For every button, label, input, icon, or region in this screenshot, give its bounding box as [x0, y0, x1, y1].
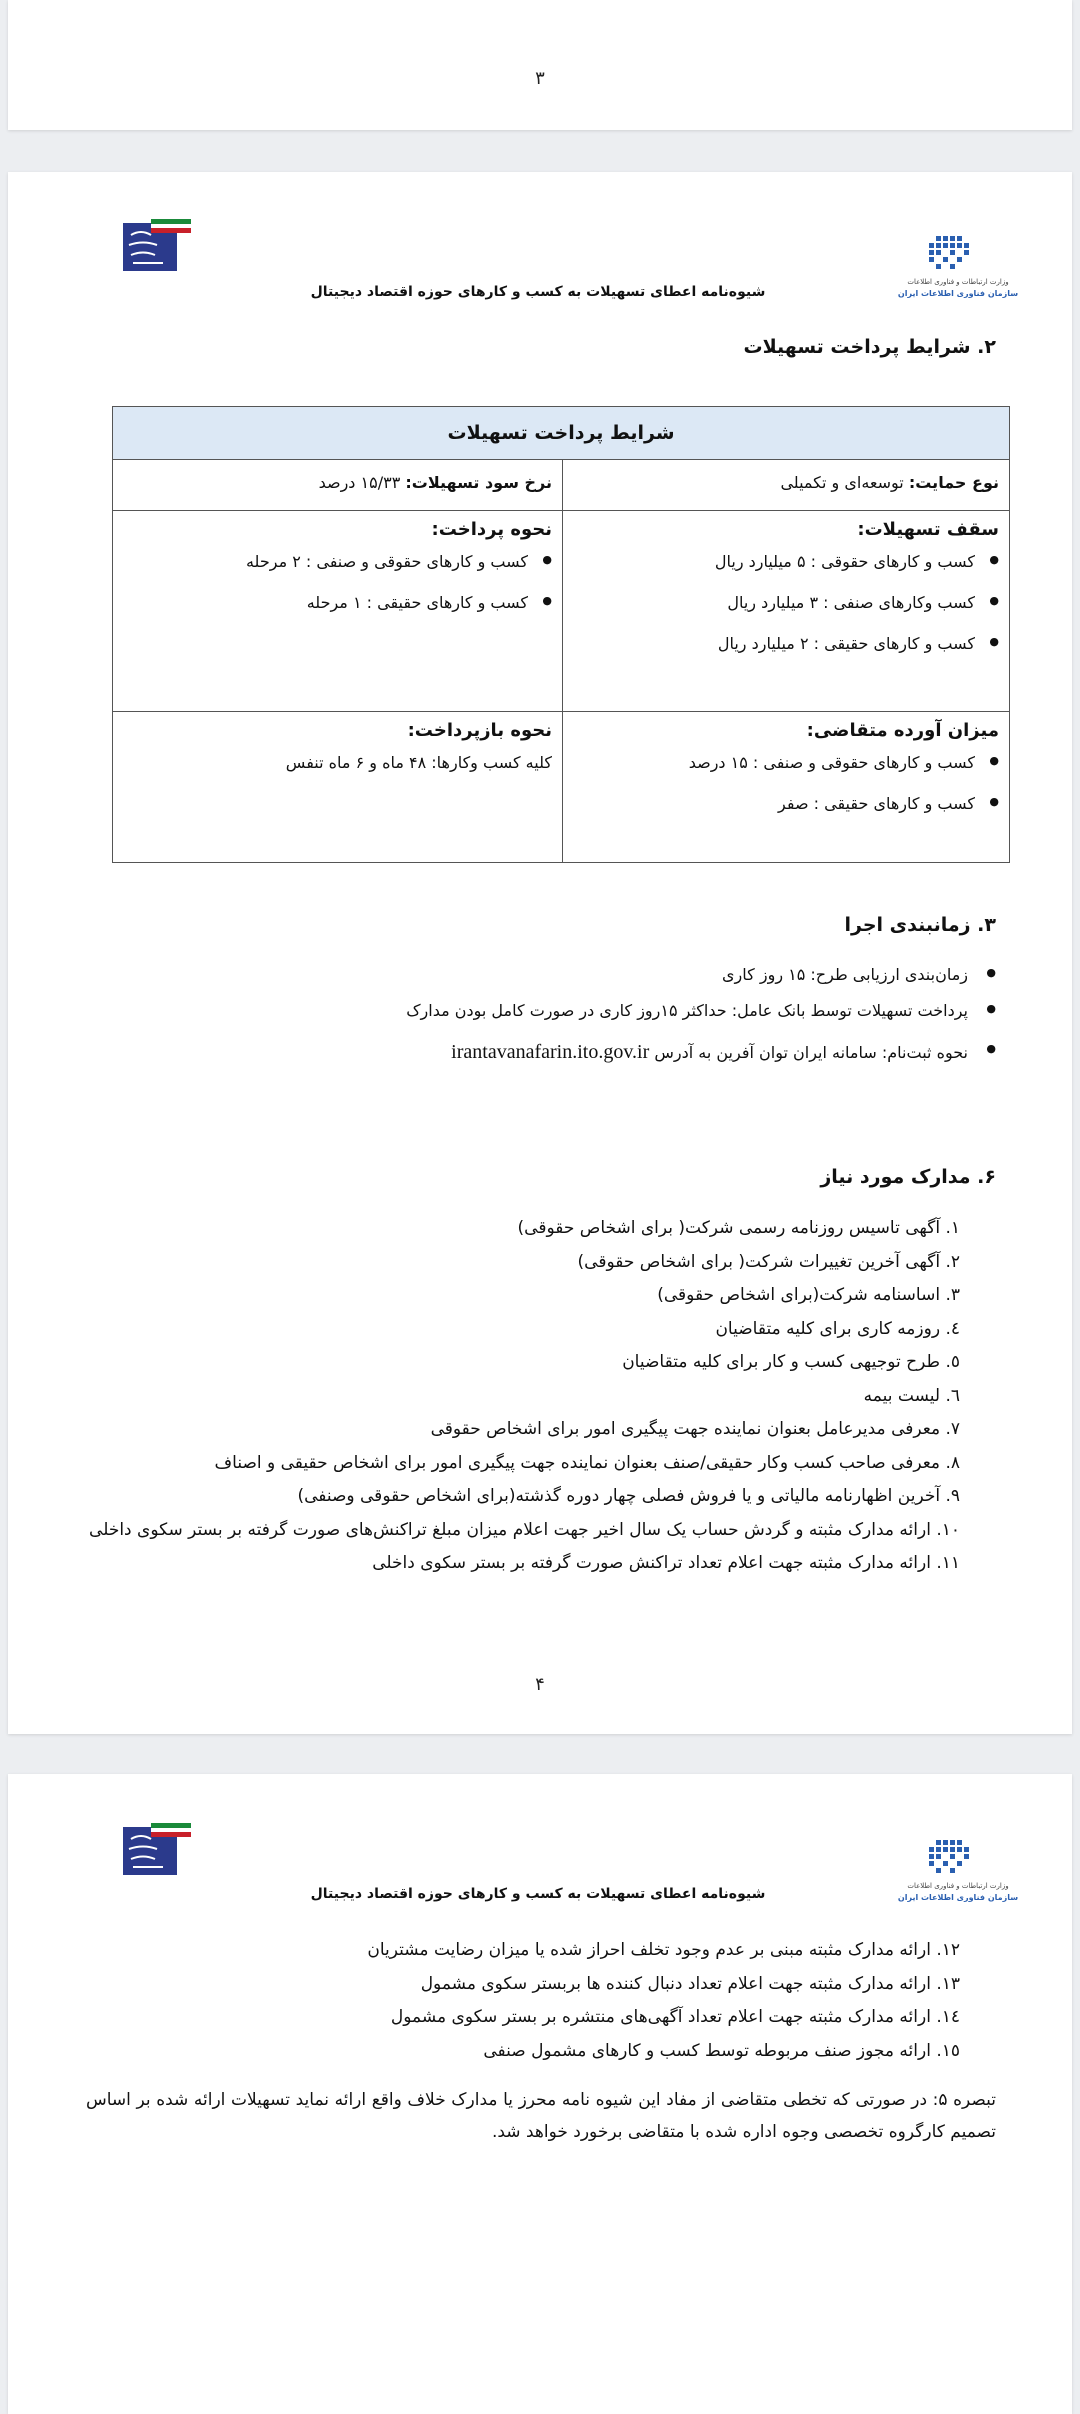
- ito-logo: [898, 232, 1018, 304]
- interest-rate-value: ۱۵/۳۳ درصد: [318, 473, 406, 492]
- support-type-value: توسعه‌ای و تکمیلی: [780, 473, 909, 492]
- repayment-method-cell: [113, 712, 562, 862]
- list-item: ۱۱. ارائه مدارک مثبته جهت اعلام تعداد تراکنش صورت گرفته بر بستر سکوی داخلی: [372, 1553, 960, 1573]
- page-5: [8, 1774, 1072, 2414]
- interest-rate-label: نرخ سود تسهیلات:: [405, 473, 552, 492]
- note-paragraph: تبصره ۵: در صورتی که تخطی متقاضی از مفاد این شیوه نامه محرز یا مدارک خلاف واقع ارائه نماید تسهیلات ارائه شده بر اساس تصمیم کارگروه تخصصی وجوه اداره شده با متقاضی برخورد خواهد شد.: [86, 2090, 996, 2142]
- interest-rate-cell: [113, 460, 562, 510]
- list-item: ۱. آگهی تاسیس روزنامه رسمی شرکت( برای اشخاص حقوقی): [517, 1218, 960, 1238]
- svg-text:وزارت ارتباطات و فناوری اطلاعا: وزارت ارتباطات و فناوری اطلاعات: [907, 1882, 1009, 1890]
- list-item: ● کسب و کارهای حقوقی و صنفی : ۱۵ درصد: [573, 753, 999, 772]
- list-item: ۱٤. ارائه مدارک مثبته جهت اعلام تعداد آگهی‌های منتشره بر بستر سکوی مشمول: [390, 2007, 960, 2027]
- svg-text:وزارت ارتباطات و فناوری اطلاعا: وزارت ارتباطات و فناوری اطلاعات: [907, 278, 1009, 286]
- svg-text:سازمان فناوری اطلاعات ایران: سازمان فناوری اطلاعات ایران: [898, 1893, 1018, 1902]
- required-documents-list-continued: [40, 1934, 960, 2068]
- nation-elite-logo: [121, 217, 195, 273]
- page-4: [8, 172, 1072, 1734]
- list-item: ۱۲. ارائه مدارک مثبته مبنی بر عدم وجود تخلف احراز شده یا میزان رضایت مشتریان: [367, 1940, 960, 1960]
- document-title: شیوه‌نامه اعطای تسهیلات به کسب و کارهای حوزه اقتصاد دیجیتال: [310, 284, 766, 300]
- registration-text: نحوه ثبت‌نام: سامانه ایران توان آفرین به آدرس: [654, 1043, 968, 1062]
- payment-method-label: نحوه پرداخت:: [431, 519, 552, 540]
- list-item: ۳. اساسنامه شرکت(برای اشخاص حقوقی): [657, 1285, 960, 1305]
- list-item: ٦. لیست بیمه: [863, 1385, 960, 1406]
- page-3: [8, 0, 1072, 130]
- document-title: شیوه‌نامه اعطای تسهیلات به کسب و کارهای حوزه اقتصاد دیجیتال: [310, 1886, 766, 1902]
- section-2-heading: ۲. شرایط پرداخت تسهیلات: [743, 336, 996, 358]
- registration-url: irantavanafarin.ito.gov.ir: [451, 1041, 650, 1063]
- list-item: ٤. روزمه کاری برای کلیه متقاضیان: [715, 1318, 960, 1339]
- support-type-cell: [562, 460, 1009, 510]
- svg-text:سازمان فناوری اطلاعات ایران: سازمان فناوری اطلاعات ایران: [898, 289, 1018, 298]
- list-item: ۱۳. ارائه مدارک مثبته جهت اعلام تعداد دنبال کننده ها بربستر سکوی مشمول: [420, 1973, 960, 1994]
- list-item: ● کسب و کارهای حقیقی : ۱ مرحله: [123, 593, 552, 612]
- list-item: ● کسب و کارهای حقیقی : صفر: [573, 794, 999, 813]
- list-item: ● پرداخت تسهیلات توسط بانک عامل: حداکثر ۱۵روز کاری در صورت کامل بودن مدارک: [96, 1001, 996, 1041]
- nation-elite-logo: [121, 1821, 195, 1877]
- table-row: [113, 511, 1009, 712]
- list-item: ● کسب و کارهای حقوقی : ۵ میلیارد ریال: [573, 552, 999, 571]
- page-number: ۴: [535, 1674, 545, 1695]
- table-title: شرایط پرداخت تسهیلات: [113, 407, 1009, 460]
- payment-terms-table: [112, 406, 1010, 863]
- applicant-contribution-cell: [562, 712, 1009, 862]
- table-row: [113, 460, 1009, 511]
- facility-ceiling-label: سقف تسهیلات:: [857, 519, 999, 540]
- page-number: ۳: [535, 68, 545, 89]
- facility-ceiling-cell: [562, 511, 1009, 711]
- list-item: ● زمان‌بندی ارزیابی طرح: ۱۵ روز کاری: [96, 965, 996, 1001]
- list-item: ۷. معرفی مدیرعامل بعنوان نماینده جهت پیگیری امور برای اشخاص حقوقی: [430, 1419, 960, 1439]
- list-item: ۹. آخرین اظهارنامه مالیاتی و یا فروش فصلی چهار دوره گذشته(برای اشخاص حقوقی وصنفی): [297, 1486, 960, 1506]
- list-item: ٥. طرح توجیهی کسب و کار برای کلیه متقاضیان: [622, 1352, 960, 1372]
- schedule-list: [96, 965, 996, 1064]
- list-item: ۸. معرفی صاحب کسب وکار حقیقی/صنف بعنوان نماینده جهت پیگیری امور برای اشخاص حقیقی و اصناف: [214, 1452, 960, 1473]
- section-3-heading: ۳. زمانبندی اجرا: [844, 914, 996, 936]
- applicant-contribution-label: میزان آورده متقاضی:: [806, 720, 999, 741]
- section-6-heading: ۶. مدارک مورد نیاز: [820, 1166, 996, 1188]
- list-item: ۱٥. ارائه مجوز صنف مربوطه توسط کسب و کارهای مشمول صنفی: [483, 2040, 960, 2061]
- repayment-method-value: کلیه کسب وکارها: ۴۸ ماه و ۶ ماه تنفس: [285, 753, 552, 772]
- list-item: ● کسب و کارهای حقوقی و صنفی : ۲ مرحله: [123, 552, 552, 571]
- table-row: [113, 712, 1009, 862]
- ito-logo: [898, 1836, 1018, 1908]
- support-type-label: نوع حمایت:: [908, 473, 999, 492]
- list-item: ۲. آگهی آخرین تغییرات شرکت( برای اشخاص حقوقی): [577, 1251, 960, 1272]
- required-documents-list: [40, 1212, 960, 1581]
- list-item: ● کسب و کارهای حقیقی : ۲ میلیارد ریال: [573, 634, 999, 653]
- registration-item: [96, 1041, 996, 1064]
- list-item: ۱۰. ارائه مدارک مثبته و گردش حساب یک سال اخیر جهت اعلام میزان مبلغ تراکنش‌های صورت گرفته بر بستر سکوی داخلی: [89, 1519, 960, 1540]
- repayment-method-label: نحوه بازپرداخت:: [407, 720, 552, 741]
- list-item: ● کسب وکارهای صنفی : ۳ میلیارد ریال: [573, 593, 999, 612]
- payment-method-cell: [113, 511, 562, 711]
